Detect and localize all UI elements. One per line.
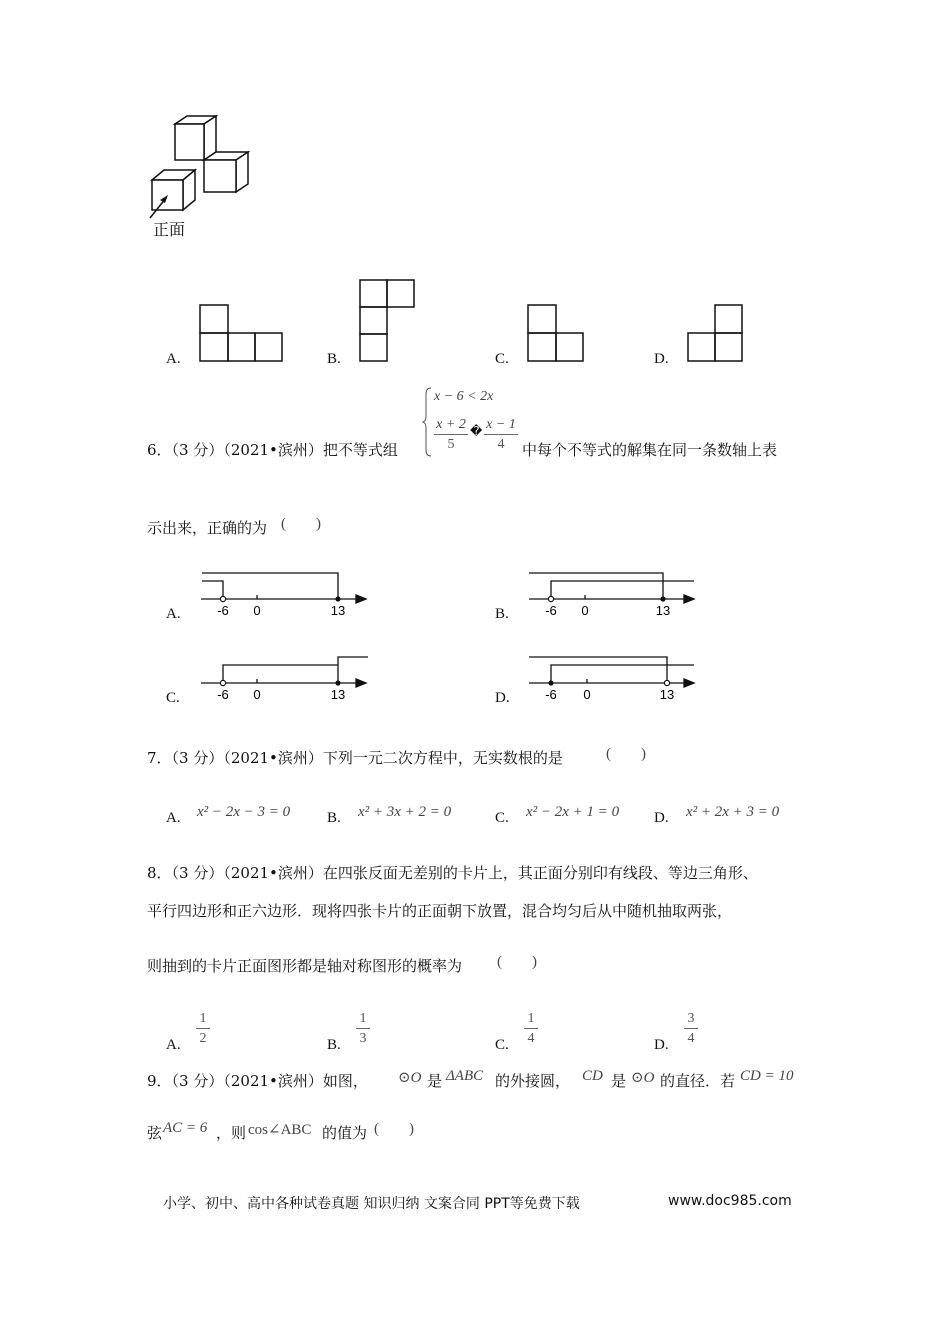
q8-option-a-letter[interactable]: A. xyxy=(166,1037,181,1053)
q8-stem xyxy=(147,866,758,881)
q5-option-d-figure xyxy=(686,303,746,363)
q8-stem-line2: 平行四边形和正六边形．现将四张卡片的正面朝下放置，混合均匀后从中随机抽取两张， xyxy=(147,902,733,920)
q8-option-c-letter[interactable]: C. xyxy=(495,1037,509,1053)
q6-option-c-letter[interactable]: C. xyxy=(166,690,180,706)
answer-paren: ( ) xyxy=(374,1121,414,1137)
q7-option-c-expr: x² − 2x + 1 = 0 xyxy=(526,804,620,820)
tick-label: 13 xyxy=(330,603,346,618)
question-score: （3 分） xyxy=(171,864,224,882)
q8-stem-line3: 则抽到的卡片正面图形都是轴对称图形的概率为 xyxy=(147,957,463,975)
question-text: 下列一元二次方程中，无实数根的是 xyxy=(322,749,563,767)
math-cd: CD xyxy=(582,1068,603,1084)
q5-option-d-letter[interactable]: D. xyxy=(654,351,669,367)
q8-option-c-fraction: 1 4 xyxy=(524,1010,538,1047)
q5-option-a-letter[interactable]: A. xyxy=(166,351,181,367)
question-source: （2021•滨州） xyxy=(223,441,323,459)
q7-stem xyxy=(147,751,563,766)
tick-label: -6 xyxy=(217,687,229,702)
q6-option-a-letter[interactable]: A. xyxy=(166,606,181,622)
q5-option-b-letter[interactable]: B. xyxy=(327,351,341,367)
q8-option-d-fraction: 3 4 xyxy=(684,1010,698,1047)
q6-option-b-numberline xyxy=(524,568,699,620)
fraction-right: x − 1 4 xyxy=(484,416,518,453)
question-number: 9． xyxy=(147,1072,172,1090)
q7-option-b-letter[interactable]: B. xyxy=(327,810,341,826)
math-ac-value: AC = 6 xyxy=(163,1120,208,1136)
q5-option-c-letter[interactable]: C. xyxy=(495,351,509,367)
tick-label: 0 xyxy=(253,687,261,702)
q7-option-d-expr: x² + 2x + 3 = 0 xyxy=(686,804,780,820)
front-label: 正面 xyxy=(153,220,186,239)
math-circle-o: ⊙O xyxy=(631,1070,655,1086)
question-text: 的外接圆， xyxy=(495,1072,571,1090)
footer-text: 小学、初中、高中各种试卷真题 知识归纳 文案合同 PPT等免费下载 xyxy=(163,1196,580,1212)
answer-paren: ( ) xyxy=(281,516,321,532)
question-text: 的直径．若 xyxy=(660,1072,736,1090)
question-number: 6． xyxy=(147,441,172,459)
question-text: 的值为 xyxy=(322,1124,368,1142)
q6-option-d-numberline xyxy=(524,652,699,704)
math-cos-abc: cos∠ABC xyxy=(248,1122,312,1138)
q8-option-b-letter[interactable]: B. xyxy=(327,1037,341,1053)
answer-paren: ( ) xyxy=(497,954,537,970)
tick-label: -6 xyxy=(545,603,557,618)
math-triangle-abc: ΔABC xyxy=(446,1068,484,1084)
question-source: （2021•滨州） xyxy=(223,1072,323,1090)
inequality-system xyxy=(422,386,522,458)
q6-stem-line2: 示出来，正确的为 xyxy=(147,519,268,537)
question-text: 在四张反面无差别的卡片上，其正面分别印有线段、等边三角形、 xyxy=(322,864,758,882)
tick-label: 0 xyxy=(581,603,589,618)
q5-option-b-figure xyxy=(358,278,418,364)
q6-option-d-letter[interactable]: D. xyxy=(495,690,510,706)
q6-stem-cont: 中每个不等式的解集在同一条数轴上表 xyxy=(522,441,778,459)
left-brace xyxy=(422,386,432,458)
tick-label: 0 xyxy=(583,687,591,702)
q6-stem xyxy=(147,443,398,458)
relation-symbol: � xyxy=(470,424,483,438)
q8-option-a-fraction: 1 2 xyxy=(196,1010,210,1047)
q8-option-b-fraction: 1 3 xyxy=(356,1010,370,1047)
fraction-left: x + 2 5 xyxy=(434,416,468,453)
math-cd-value: CD = 10 xyxy=(740,1068,794,1084)
tick-label: 13 xyxy=(655,603,671,618)
math-circle-o: ⊙O xyxy=(398,1070,422,1086)
inequality-1: x − 6 < 2x xyxy=(434,389,494,404)
question-text: 是 xyxy=(611,1072,627,1090)
tick-label: 13 xyxy=(659,687,675,702)
tick-label: 13 xyxy=(330,687,346,702)
footer-link[interactable]: www.doc985.com xyxy=(668,1193,792,1209)
tick-label: 0 xyxy=(253,603,261,618)
q6-option-b-letter[interactable]: B. xyxy=(495,606,509,622)
question-text: 把不等式组 xyxy=(322,441,398,459)
q7-option-a-letter[interactable]: A. xyxy=(166,810,181,826)
question-number: 8． xyxy=(147,864,172,882)
question-text: 弦 xyxy=(147,1124,163,1142)
q7-option-c-letter[interactable]: C. xyxy=(495,810,509,826)
q5-option-a-figure xyxy=(198,303,284,363)
q7-option-b-expr: x² + 3x + 2 = 0 xyxy=(358,804,452,820)
q7-option-a-expr: x² − 2x − 3 = 0 xyxy=(197,804,291,820)
question-score: （3 分） xyxy=(171,441,224,459)
question-score: （3 分） xyxy=(171,749,224,767)
q9-stem xyxy=(147,1074,368,1089)
tick-label: -6 xyxy=(545,687,557,702)
q5-option-c-figure xyxy=(526,303,586,363)
question-score: （3 分） xyxy=(171,1072,224,1090)
question-text: 如图， xyxy=(322,1072,368,1090)
tick-label: -6 xyxy=(217,603,229,618)
question-text: ，则 xyxy=(216,1124,247,1142)
question-source: （2021•滨州） xyxy=(223,864,323,882)
question-source: （2021•滨州） xyxy=(223,749,323,767)
question-number: 7． xyxy=(147,749,172,767)
answer-paren: ( ) xyxy=(606,746,646,762)
q7-option-d-letter[interactable]: D. xyxy=(654,810,669,826)
q6-option-a-numberline xyxy=(196,568,371,620)
q8-option-d-letter[interactable]: D. xyxy=(654,1037,669,1053)
q6-option-c-numberline xyxy=(196,652,371,704)
question-text: 是 xyxy=(427,1072,443,1090)
